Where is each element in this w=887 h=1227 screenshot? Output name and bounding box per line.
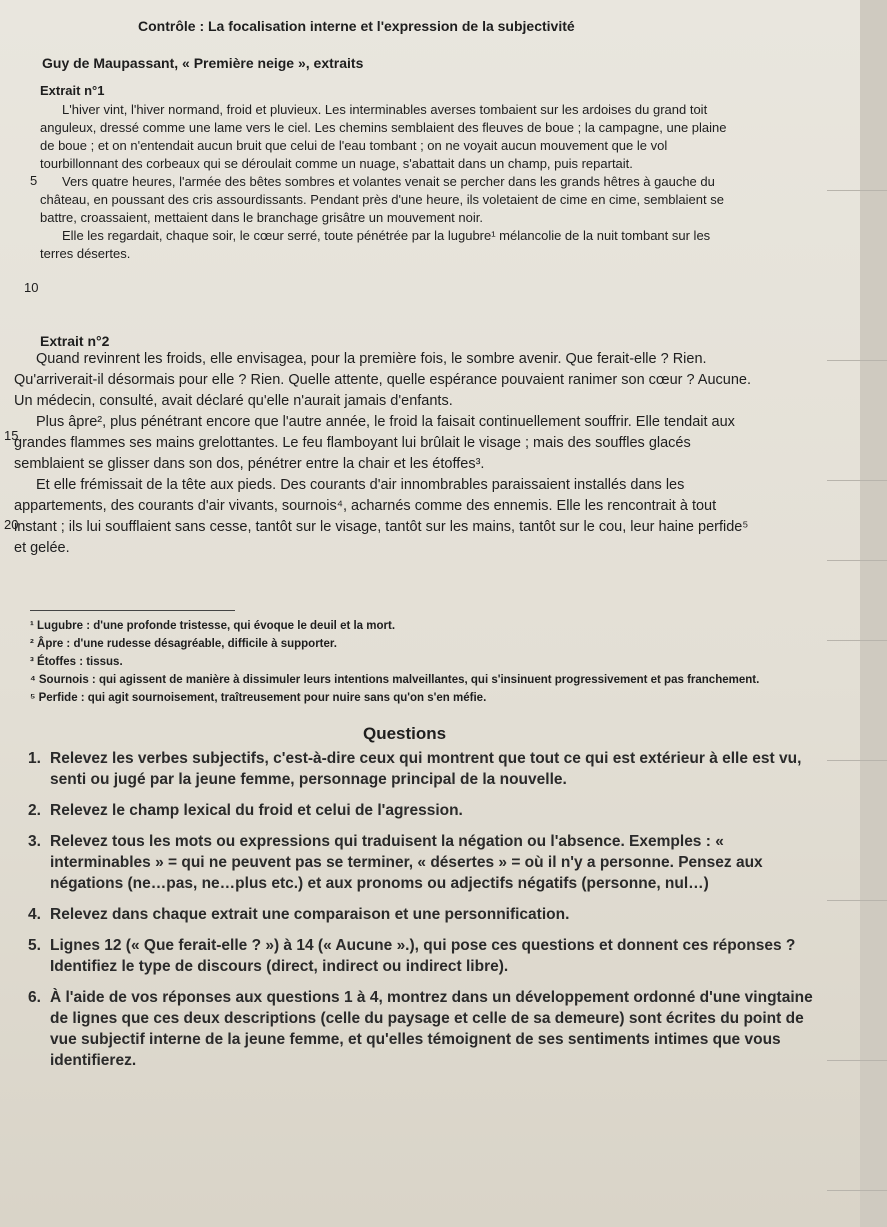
questions-heading: Questions — [363, 724, 447, 743]
extract-2-paragraph: Quand revinrent les froids, elle envisagea, pour la première fois, le sombre avenir. Que ferait-elle ? Rien. Qu'arriverait-il désormais pour elle ? Rien. Quelle attente, quelle espérance pouvaient ranimer son cœur ? Aucune. Un médecin, consulté, avait déclaré qu'elle n'aurait jamais d'enfants. — [14, 351, 752, 409]
extract-1-paragraph: Elle les regardait, chaque soir, le cœur serré, toute pénétrée par la lugubre¹ mélancolie de la nuit tombant sur les terres désertes. — [40, 228, 711, 261]
questions-list — [28, 748, 828, 1081]
question-text: Relevez les verbes subjectifs, c'est-à-dire ceux qui montrent que tout ce qui est extérieur à elle est vu, senti ou jugé par la jeune femme, personnage principal de la nouvelle. — [50, 750, 802, 788]
extract-2-heading: Extrait n°2 — [40, 333, 110, 349]
question-text: À l'aide de vos réponses aux questions 1 à 4, montrez dans un développement ordonné d'une vingtaine de lignes que ces deux descriptions (celle du paysage et celle de sa demeure) sont écrites du point de vue subjectif interne de la jeune femme, et qu'elles témoignent de ses sentiments intimes que vous identifierez. — [50, 989, 813, 1069]
footnote: ¹ Lugubre : d'une profonde tristesse, qui évoque le deuil et la mort. — [30, 620, 396, 632]
footnote: ⁴ Sournois : qui agissent de manière à dissimuler leurs intentions malveillantes, qui s'insinuent progressivement et pas franchement. — [30, 674, 760, 686]
question-number: 2. — [28, 802, 41, 819]
author-line: Guy de Maupassant, « Première neige », extraits — [42, 55, 364, 71]
notebook-rule — [827, 480, 887, 481]
extract-1-text — [40, 101, 730, 263]
notebook-rule — [827, 900, 887, 901]
question-item — [28, 748, 828, 790]
notebook-rule — [827, 640, 887, 641]
extract-1-paragraph: Vers quatre heures, l'armée des bêtes sombres et volantes venait se percher dans les grands hêtres à gauche du château, en poussant des cris assourdissants. Pendant près d'une heure, ils voletaient de cime en cime, semblaient se battre, croassaient, mettaient dans le branchage grisâtre un mouvement noir. — [40, 174, 724, 225]
notebook-rule — [827, 760, 887, 761]
footnotes — [30, 617, 830, 707]
extract-2-paragraph: Plus âpre², plus pénétrant encore que l'autre année, le froid la faisait continuellement souffrir. Elle tendait aux grandes flammes ses mains grelottantes. Le feu flamboyant lui brûlait le visage ; mais des souffles glacés semblaient se glisser dans son dos, pénétrer entre la chair et les étoffes³. — [14, 414, 735, 472]
notebook-rule — [827, 1060, 887, 1061]
question-number: 5. — [28, 937, 41, 954]
question-item — [28, 987, 828, 1071]
question-text: Relevez dans chaque extrait une comparaison et une personnification. — [50, 906, 570, 923]
line-number: 10 — [24, 280, 39, 295]
notebook-rule — [827, 190, 887, 191]
notebook-rule — [827, 560, 887, 561]
extract-1-paragraph: L'hiver vint, l'hiver normand, froid et pluvieux. Les interminables averses tombaient sur les ardoises du grand toit anguleux, dressé comme une lame vers le ciel. Les chemins semblaient des fleuves de boue ; la campagne, une plaine de boue ; et on n'entendait aucun bruit que celui de l'eau tombant ; on ne voyait aucun mouvement que le vol tourbillonnant des corbeaux qui se déroulait comme un nuage, s'abattait dans un champ, puis repartait. — [40, 102, 727, 171]
question-item — [28, 904, 828, 925]
question-number: 3. — [28, 833, 41, 850]
question-text: Relevez le champ lexical du froid et celui de l'agression. — [50, 802, 463, 819]
question-text: Lignes 12 (« Que ferait-elle ? ») à 14 (« Aucune ».), qui pose ces questions et donnent ces réponses ? Identifiez le type de discours (direct, indirect ou indirect libre). — [50, 937, 796, 975]
footnote: ³ Étoffes : tissus. — [30, 656, 123, 668]
question-item — [28, 935, 828, 977]
line-number: 20 — [4, 517, 19, 532]
footnote: ² Âpre : d'une rudesse désagréable, difficile à supporter. — [30, 638, 337, 650]
line-number: 5 — [30, 173, 38, 188]
question-item — [28, 831, 828, 894]
line-number: 15 — [4, 428, 19, 443]
extract-2-text — [14, 349, 754, 559]
extract-2-paragraph: Et elle frémissait de la tête aux pieds. Des courants d'air innombrables paraissaient installés dans les appartements, des courants d'air vivants, sournois⁴, acharnés comme des ennemis. Elle les rencontrait à tout instant ; ils lui soufflaient sans cesse, tantôt sur le visage, tantôt sur les mains, tantôt sur le cou, leur haine perfide⁵ et gelée. — [14, 477, 749, 556]
question-number: 4. — [28, 906, 41, 923]
footnote: ⁵ Perfide : qui agit sournoisement, traîtreusement pour nuire sans qu'on s'en méfie. — [30, 692, 487, 704]
notebook-rule — [827, 360, 887, 361]
question-number: 6. — [28, 989, 41, 1006]
extract-1-heading: Extrait n°1 — [40, 83, 105, 98]
page-title: Contrôle : La focalisation interne et l'expression de la subjectivité — [138, 18, 575, 34]
question-text: Relevez tous les mots ou expressions qui traduisent la négation ou l'absence. Exemples : « interminables » = qui ne peuvent pas se terminer, « désertes » = où il n'y a personne. Pensez aux négations (ne…pas, ne…plus etc.) et aux pronoms ou adjectifs négatifs (personne, nul…) — [50, 833, 763, 892]
question-item — [28, 800, 828, 821]
footnote-separator — [30, 610, 235, 611]
question-number: 1. — [28, 750, 41, 767]
notebook-rule — [827, 1190, 887, 1191]
